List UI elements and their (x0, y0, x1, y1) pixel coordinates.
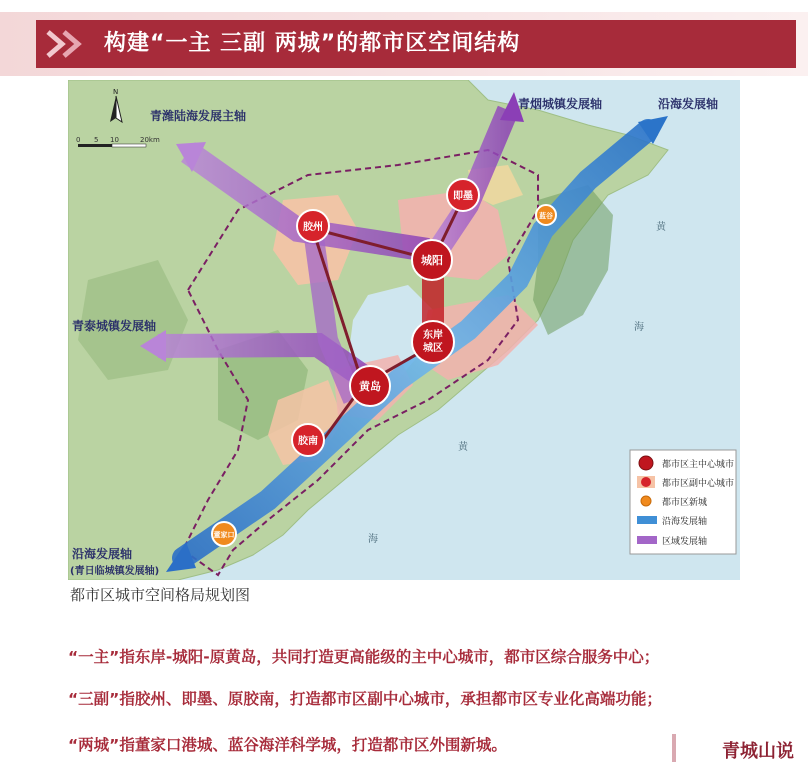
legend-label: 都市区主中心城市 (662, 460, 735, 470)
city-label: 胶州 (303, 222, 323, 233)
legend-label: 都市区副中心城市 (662, 479, 735, 489)
sea-label: 海 (634, 322, 644, 333)
city-jimo (447, 179, 479, 211)
scale-tick: 10 (110, 136, 119, 144)
city-label: 蓝谷 (539, 212, 553, 220)
axis-label-qingwei: 青潍陆海发展主轴 (150, 109, 247, 123)
city-label: 东岸 (423, 330, 443, 341)
watermark: 青城山说 (722, 741, 794, 762)
city-label: 胶南 (298, 436, 318, 447)
legend-label: 都市区新城 (662, 498, 708, 508)
axis-label-coastal-sw: 沿海发展轴 (72, 547, 133, 561)
sea-label: 黄 (656, 222, 666, 233)
page-title: 构建“一主 三副 两城”的都市区空间结构 (104, 31, 521, 56)
city-jiaonan (292, 424, 324, 456)
description-line-sub: “三副”指胶州、即墨、原胶南，打造都市区副中心城市，承担都市区专业化高端功能； (68, 690, 662, 708)
city-dongjiakou (212, 522, 236, 546)
axis-label-coastal-sw-sub: (青日临城镇发展轴) (70, 566, 160, 577)
sea-label: 海 (368, 534, 378, 545)
axis-label-qingyan: 青烟城镇发展轴 (518, 97, 603, 111)
scale-tick: 0 (76, 136, 81, 144)
city-label: 城阳 (421, 254, 443, 267)
city-chengyang (412, 240, 452, 280)
city-dongan (412, 321, 454, 363)
sea-label: 黄 (458, 442, 468, 453)
scale-tick: 20km (140, 136, 160, 144)
legend-label: 区域发展轴 (662, 537, 708, 547)
map-caption: 都市区城市空间格局规划图 (70, 586, 251, 604)
axis-label-coastal-ne: 沿海发展轴 (658, 97, 719, 111)
city-jiaozhou (297, 210, 329, 242)
description-line-main: “一主”指东岸-城阳-原黄岛，共同打造更高能级的主中心城市，都市区综合服务中心； (68, 648, 660, 666)
legend-label: 沿海发展轴 (662, 517, 708, 527)
description-line-new-towns: “两城”指董家口港城、蓝谷海洋科学城，打造都市区外围新城。 (68, 736, 507, 754)
city-label: 董家口 (213, 531, 235, 539)
map-legend (630, 450, 736, 554)
scale-tick: 5 (94, 136, 99, 144)
city-huangdao (350, 366, 390, 406)
watermark-mark (672, 734, 686, 762)
city-label: 城区 (423, 343, 443, 354)
axis-label-qingtai: 青泰城镇发展轴 (72, 319, 157, 333)
city-lanyu (536, 205, 556, 225)
north-label: N (113, 88, 119, 96)
spatial-structure-map (68, 80, 740, 580)
chevron-right-icon (40, 28, 100, 60)
city-label: 黄岛 (359, 380, 381, 393)
city-label: 即墨 (453, 191, 473, 202)
